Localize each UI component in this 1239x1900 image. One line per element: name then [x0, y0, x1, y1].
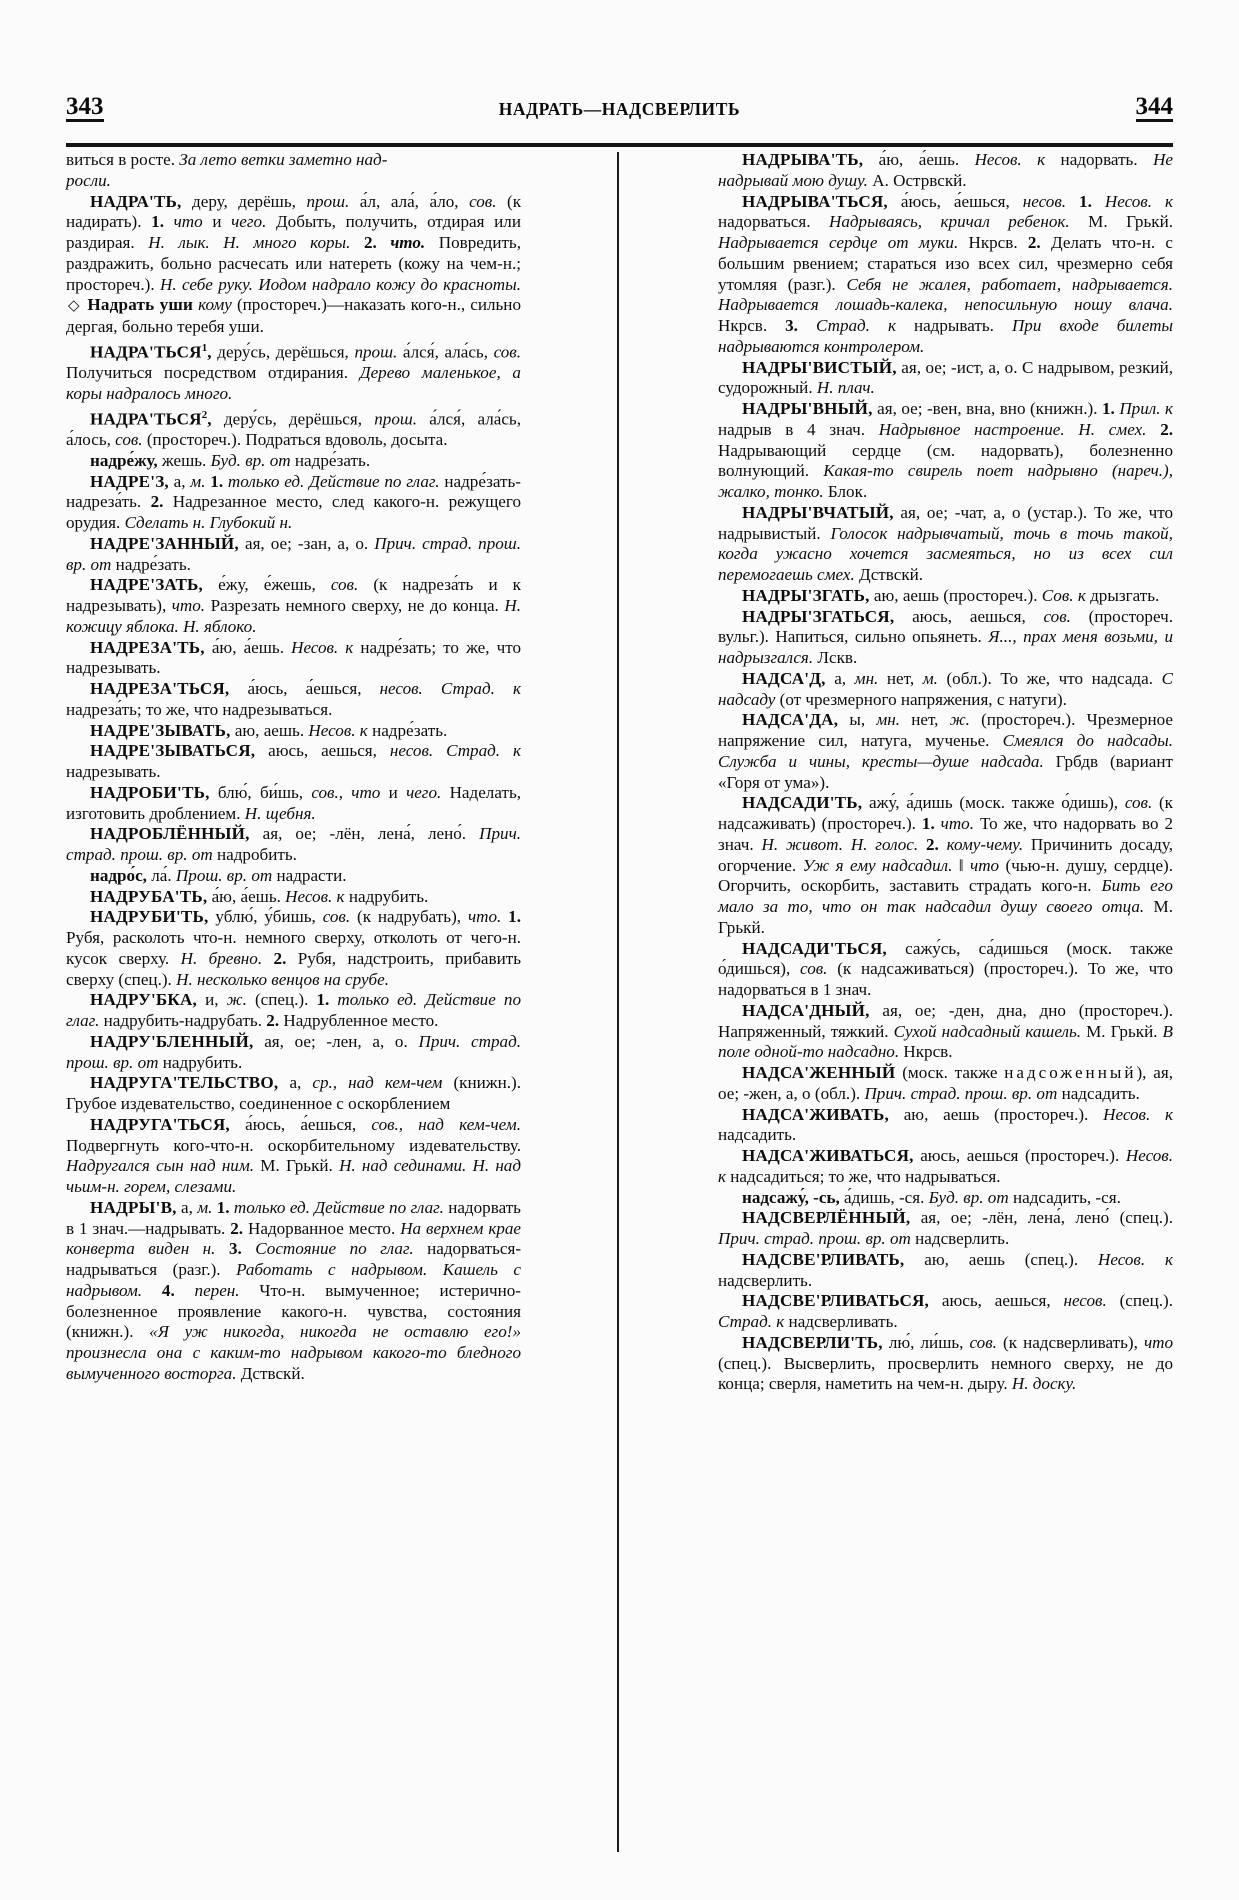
dictionary-entry: НАДРЕ'ЗЫВАТЬ, аю, аешь. Несов. к надре́зать. — [90, 720, 448, 740]
dictionary-entry: НАДРОБЛЁННЫЙ, ая, ое; -лён, лена́, лено́. Прич. страд. прош. вр. от надробить. — [66, 824, 521, 865]
dictionary-entry: надсажу́, -сь, а́дишь, -ся. Буд. вр. от надсадить, -ся. — [742, 1187, 1121, 1207]
dictionary-entry: виться в росте. За лето ветки заметно над- росли. — [66, 150, 388, 190]
dictionary-entry: НАДРУГА'ТЕЛЬСТВО, а, ср., над кем-чем (книжн.). Грубое издевательство, соединенное с оскорблением — [66, 1073, 521, 1114]
dictionary-entry: НАДСВЕ'РЛИВАТЬ, аю, аешь (спец.). Несов. к надсверлить. — [718, 1249, 1173, 1290]
dictionary-entry: НАДРЫ'ВИСТЫЙ, ая, ое; -ист, а, о. С надрывом, резкий, судорожный. Н. плач. — [718, 357, 1173, 398]
dictionary-entry: НАДСА'ДНЫЙ, ая, ое; -ден, дна, дно (простореч.). Напряженный, тяжкий. Сухой надсадный кашель. М. Грькй. В поле одной-то надсадно. Нкрсв. — [718, 1000, 1173, 1062]
dictionary-entry: НАДСВЕРЛЁННЫЙ, ая, ое; -лён, лена́, лено́ (спец.). Прич. страд. прош. вр. от надсверлить. — [718, 1208, 1173, 1248]
text-columns — [66, 150, 1173, 1865]
dictionary-entry: НАДРЕ'ЗАТЬ, е́жу, е́жешь, сов. (к надреза́ть и к надрезывать), что. Разрезать немного сверху, не до конца. Н. кожицу яблока. Н. яблоко. — [66, 575, 521, 636]
column-left — [66, 150, 521, 1865]
dictionary-entry: НАДРЫ'ЗГАТЬСЯ, аюсь, аешься, сов. (простореч. вульг.). Напиться, сильно опьянеть. Я..., прах меня возьми, и надрызгался. Лскв. — [718, 606, 1173, 667]
dictionary-entry: НАДСВЕ'РЛИВАТЬСЯ, аюсь, аешься, несов. (спец.). Страд. к надсверливать. — [718, 1291, 1173, 1331]
dictionary-entry: надре́жу, жешь. Буд. вр. от надре́зать. — [90, 450, 371, 470]
dictionary-entry: НАДРА'ТЬ, деру, дерёшь, прош. а́л, ала́, а́ло, сов. (к надирать). 1. что и чего. Добыть, получить, отдирая или раздирая. Н. лык. Н. много коры. 2. что. Повредить, раздражить, больно расчесать или натереть (кожу на чем-н.; простореч.). Н. себе руку. Иодом надрало кожу до красноты. ◇ Надрать уши кому (простореч.)—наказать кого-н., сильно дергая, больно теребя уши. — [66, 191, 522, 336]
folio-right: 344 — [1135, 93, 1173, 120]
column-right — [718, 150, 1173, 1865]
dictionary-entry: НАДРЕ'З, а, м. 1. только ед. Действие по глаг. надре́зать-надреза́ть. 2. Надрезанное место, след какого-н. режущего орудия. Сделать н. Глубокий н. — [66, 471, 521, 533]
running-head-title: НАДРАТЬ—НАДСВЕРЛИТЬ — [498, 99, 741, 119]
folio-left: 343 — [66, 93, 104, 120]
dictionary-entry: НАДСВЕРЛИ'ТЬ, лю́, ли́шь, сов. (к надсверливать), что (спец.). Высверлить, просверлить немного сверху, не до конца; сверля, наметить на чем-н. дыру. Н. доску. — [718, 1332, 1173, 1394]
dictionary-entry: НАДРУ'БКА, и, ж. (спец.). 1. только ед. Действие по глаг. надрубить-надрубать. 2. Надрубленное место. — [66, 990, 521, 1031]
dictionary-entry: надро́с, ла́. Прош. вр. от надрасти. — [90, 865, 347, 885]
dictionary-entry: НАДРЕЗА'ТЬСЯ, а́юсь, а́ешься, несов. Страд. к надреза́ть; то же, что надрезываться. — [66, 679, 521, 719]
dictionary-entry: НАДСА'ДА, ы, мн. нет, ж. (простореч.). Чрезмерное напряжение сил, натуга, мученье. Смеялся до надсады. Служба и чины, кресты—душе надсада. Грбдв (вариант «Горя от ума»). — [718, 710, 1173, 792]
header-rule — [66, 143, 1173, 147]
dictionary-entry: НАДРА'ТЬСЯ$^2$, деру́сь, дерёшься, прош. а́лся́, ала́сь, а́лось, сов. (простореч.). Подраться вдоволь, досыта. — [66, 408, 521, 450]
dictionary-entry: НАДРА'ТЬСЯ$^1$, деру́сь, дерёшься, прош. а́лся́, ала́сь, сов. Получиться посредством отдирания. Дерево маленькое, а коры надралось много. — [66, 341, 521, 403]
dictionary-entry: НАДРЫ'ВЧАТЫЙ, ая, ое; -чат, а, о (устар.). То же, что надрывистый. Голосок надрывчатый, точь в точь такой, когда ужасно хочется засмеяться, но из всех сил перемогаешь смех. Дствскй. — [718, 502, 1173, 584]
dictionary-entry: НАДРЕ'ЗАННЫЙ, ая, ое; -зан, а, о. Прич. страд. прош. вр. от надре́зать. — [66, 533, 521, 574]
dictionary-entry: НАДРУ'БЛЕННЫЙ, ая, ое; -лен, а, о. Прич. страд. прош. вр. от надрубить. — [66, 1031, 521, 1072]
dictionary-entry: НАДРУГА'ТЬСЯ, а́юсь, а́ешься, сов., над кем-чем. Подвергнуть кого-что-н. оскорбительному издевательству. Надругался сын над ним. М. Грькй. Н. над сединами. Н. над чьим-н. горем, слезами. — [66, 1114, 521, 1197]
dictionary-entry: НАДРУБА'ТЬ, а́ю, а́ешь. Несов. к надрубить. — [90, 886, 429, 906]
dictionary-entry: НАДРЕ'ЗЫВАТЬСЯ, аюсь, аешься, несов. Страд. к надрезывать. — [66, 741, 521, 782]
dictionary-entry: НАДРОБИ'ТЬ, блю́, би́шь, сов., что и чего. Наделать, изготовить дроблением. Н. щебня. — [66, 782, 522, 823]
dictionary-entry: НАДРЕЗА'ТЬ, а́ю, а́ешь. Несов. к надре́зать; то же, что надрезывать. — [66, 637, 521, 678]
dictionary-entry: НАДРЫВА'ТЬ, а́ю, а́ешь. Несов. к надорвать. Не надрывай мою душу. А. Острвскй. — [718, 150, 1173, 190]
dictionary-entry: НАДРУБИ'ТЬ, ублю́, у́бишь, сов. (к надрубать), что. 1. Рубя, расколоть что-н. немного сверху, отколоть от чего-н. кусок сверху. Н. бревно. 2. Рубя, надстроить, прибавить сверху (спец.). Н. несколько венцов на срубе. — [66, 907, 521, 989]
dictionary-entry: НАДРЫ'ЗГАТЬ, аю, аешь (простореч.). Сов. к дрызгать. — [742, 585, 1160, 605]
dictionary-entry: НАДРЫВА'ТЬСЯ, а́юсь, а́ешься, несов. 1. Несов. к надорваться. Надрываясь, кричал ребенок. М. Грькй. Надрывается сердце от муки. Нкрсв. 2. Делать что-н. с большим рвением; стараться изо всех сил, чрезмерно себя утомляя (разг.). Себя не жалея, работает, надрывается. Надрывается лошадь-калека, непосильную ношу влача. Нкрсв. 3. Страд. к надрывать. При входе билеты надрываются контролером. — [718, 191, 1174, 356]
dictionary-entry: НАДРЫ'В, а, м. 1. только ед. Действие по глаг. надорвать в 1 знач.—надрывать. 2. Надорванное место. На верхнем крае конверта виден н. 3. Состояние по глаг. надорваться-надрываться (разг.). Работать с надрывом. Кашель с надрывом. 4. перен. Что-н. вымученное; истерично-болезненное проявление какого-н. чувства, состояния (книжн.). «Я уж никогда, никогда не оставлю его!» произнесла она с каким-то надрывом какого-то бледного вымученного восторга. Дствскй. — [66, 1197, 522, 1383]
dictionary-entry: НАДСА'Д, а, мн. нет, м. (обл.). То же, что надсада. С надсаду (от чрезмерного напряжения, с натуги). — [718, 668, 1173, 709]
running-head — [66, 88, 1173, 122]
dictionary-entry: НАДСА'ЖЕННЫЙ (моск. также надсоженный), ая, ое; -жен, а, о (обл.). Прич. страд. прош. вр. от надсадить. — [718, 1063, 1173, 1103]
dictionary-entry: НАДСА'ЖИВАТЬСЯ, аюсь, аешься (простореч.). Несов. к надсадиться; то же, что надрываться. — [718, 1146, 1173, 1186]
dictionary-entry: НАДСАДИ'ТЬСЯ, сажу́сь, са́дишься (моск. также о́дишься), сов. (к надсаживаться) (простореч.). То же, что надорваться в 1 знач. — [718, 938, 1174, 999]
dictionary-entry: НАДСА'ЖИВАТЬ, аю, аешь (простореч.). Несов. к надсадить. — [718, 1104, 1173, 1145]
dictionary-entry: НАДРЫ'ВНЫЙ, ая, ое; -вен, вна, вно (книжн.). 1. Прил. к надрыв в 4 знач. Надрывное настроение. Н. смех. 2. Надрывающий сердце (см. надорвать), болезненно волнующий. Какая-то свирель поет надрывно (нареч.), жалко, тонко. Блок. — [718, 399, 1174, 501]
dictionary-entry: НАДСАДИ'ТЬ, ажу́, а́дишь (моск. также о́дишь), сов. (к надсаживать) (простореч.). 1. что. То же, что надорвать во 2 знач. Н. живот. Н. голос. 2. кому-чему. Причинить досаду, огорчение. Уж я ему надсадил. ‖ что (чью-н. душу, сердце). Огорчить, оскорбить, заставить страдать кого-н. Бить его мало за то, что он так надсадил душу своего отца. М. Грькй. — [718, 793, 1173, 937]
